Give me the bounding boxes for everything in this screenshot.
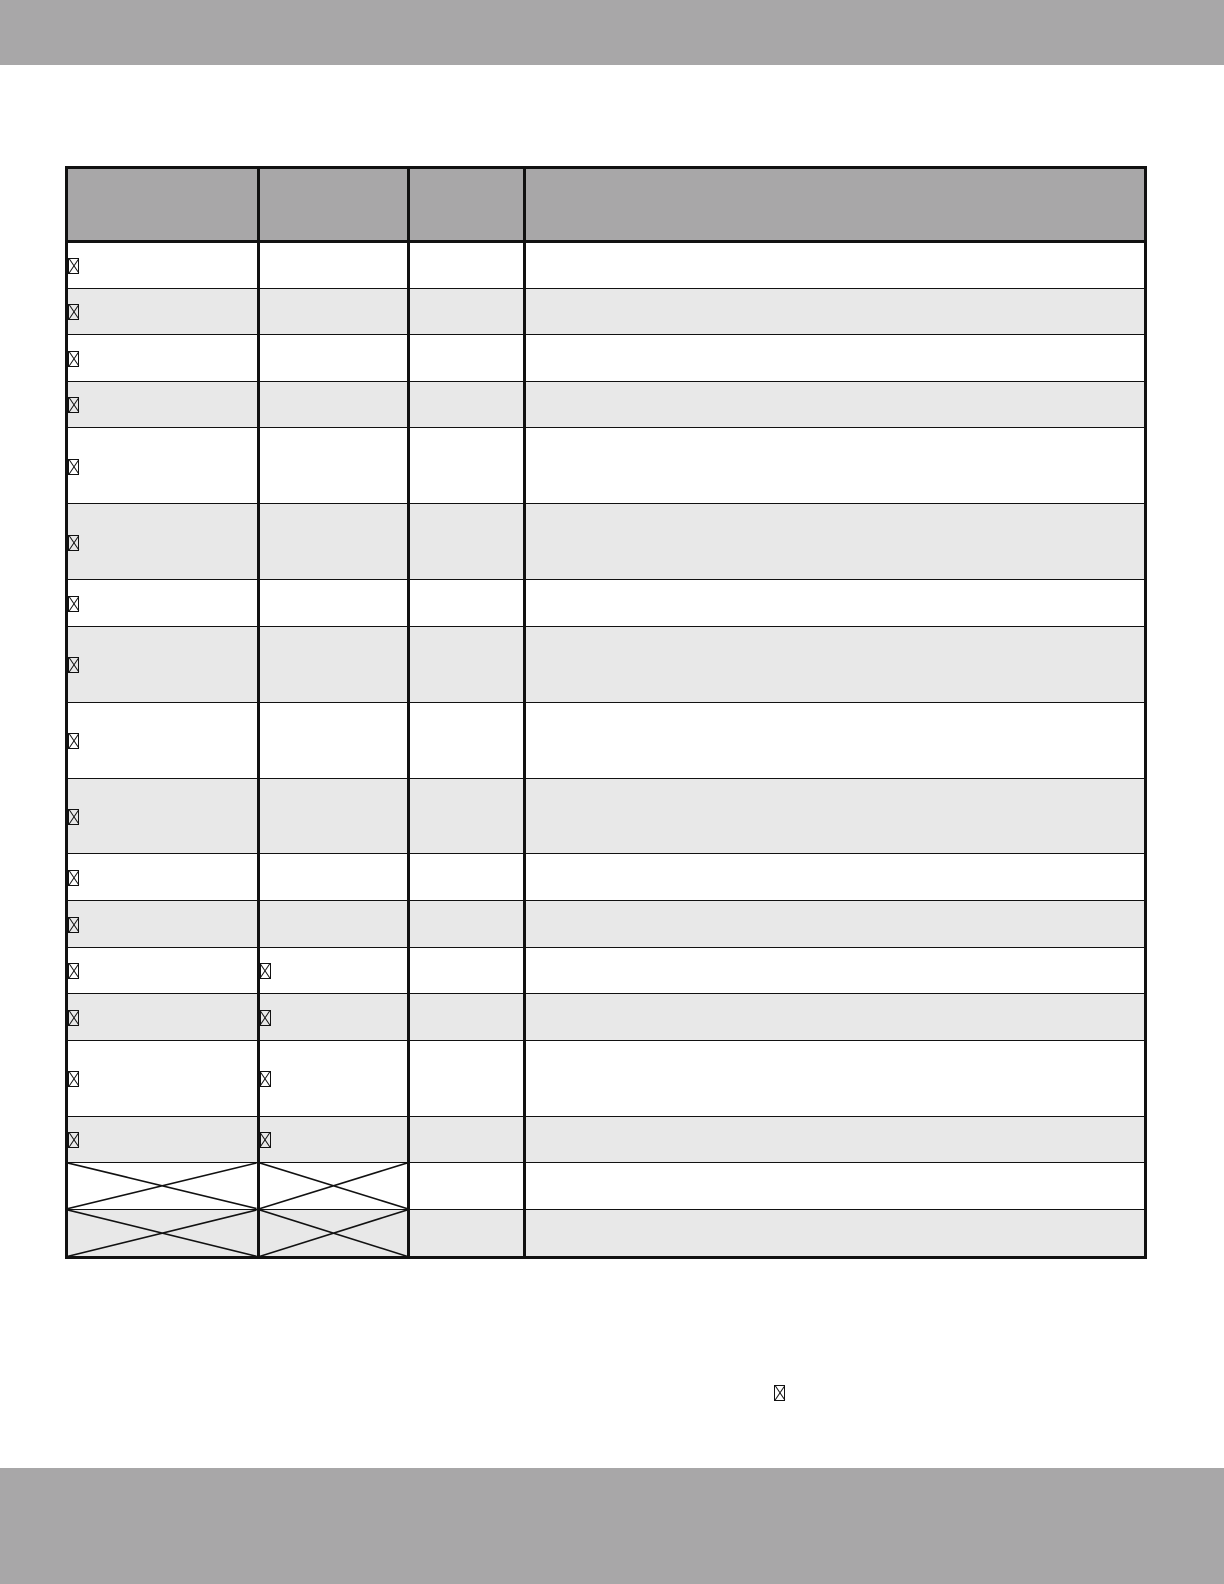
table-cell-2 bbox=[258, 778, 408, 854]
missing-glyph-icon bbox=[68, 304, 79, 320]
table-cell-3 bbox=[408, 580, 524, 627]
table-cell-4 bbox=[524, 504, 1144, 580]
table-cell-3 bbox=[408, 428, 524, 504]
header-cell-2 bbox=[258, 169, 408, 242]
table-grid bbox=[68, 169, 1144, 1256]
table-cell-1 bbox=[68, 381, 258, 428]
missing-glyph-icon bbox=[68, 351, 79, 367]
footer-band bbox=[0, 1468, 1224, 1584]
table-cell-3 bbox=[408, 1209, 524, 1256]
table-cell-1 bbox=[68, 702, 258, 778]
table-cell-1 bbox=[68, 1209, 258, 1256]
table-cell-3 bbox=[408, 335, 524, 382]
table-row bbox=[68, 1116, 1144, 1163]
table-cell-1 bbox=[68, 1163, 258, 1210]
crossed-out-cell-icon bbox=[260, 1163, 407, 1209]
crossed-out-cell-icon bbox=[260, 1210, 407, 1256]
table-cell-1 bbox=[68, 504, 258, 580]
table-cell-3 bbox=[408, 947, 524, 994]
table-cell-4 bbox=[524, 854, 1144, 901]
table-header-row bbox=[68, 169, 1144, 242]
table-cell-2 bbox=[258, 335, 408, 382]
table-cell-4 bbox=[524, 288, 1144, 335]
table-cell-4 bbox=[524, 1116, 1144, 1163]
table-cell-1 bbox=[68, 947, 258, 994]
table-cell-3 bbox=[408, 381, 524, 428]
missing-glyph-icon bbox=[68, 258, 79, 274]
table-row bbox=[68, 1209, 1144, 1256]
missing-glyph-icon bbox=[260, 1132, 271, 1148]
table-cell-2 bbox=[258, 1040, 408, 1116]
table-cell-4 bbox=[524, 994, 1144, 1041]
table-cell-3 bbox=[408, 242, 524, 289]
table-row bbox=[68, 381, 1144, 428]
table-row bbox=[68, 428, 1144, 504]
table-cell-3 bbox=[408, 626, 524, 702]
table-cell-2 bbox=[258, 947, 408, 994]
table-cell-2 bbox=[258, 580, 408, 627]
table-row bbox=[68, 947, 1144, 994]
table-cell-2 bbox=[258, 504, 408, 580]
table-cell-3 bbox=[408, 288, 524, 335]
table-cell-1 bbox=[68, 335, 258, 382]
missing-glyph-icon bbox=[68, 657, 79, 673]
missing-glyph-icon bbox=[68, 963, 79, 979]
table-cell-4 bbox=[524, 1040, 1144, 1116]
missing-glyph-icon bbox=[68, 535, 79, 551]
table-cell-4 bbox=[524, 778, 1144, 854]
table-cell-4 bbox=[524, 428, 1144, 504]
header-band bbox=[0, 0, 1224, 65]
table-row bbox=[68, 778, 1144, 854]
table-cell-2 bbox=[258, 994, 408, 1041]
missing-glyph-icon bbox=[260, 963, 271, 979]
table-cell-1 bbox=[68, 900, 258, 947]
table-cell-1 bbox=[68, 854, 258, 901]
missing-glyph-icon bbox=[68, 733, 79, 749]
table-cell-1 bbox=[68, 778, 258, 854]
table-cell-4 bbox=[524, 381, 1144, 428]
table-cell-2 bbox=[258, 702, 408, 778]
table-cell-4 bbox=[524, 947, 1144, 994]
missing-glyph-icon bbox=[68, 1132, 79, 1148]
table-row bbox=[68, 994, 1144, 1041]
header-cell-4 bbox=[524, 169, 1144, 242]
missing-glyph-icon bbox=[68, 1071, 79, 1087]
missing-glyph-icon bbox=[68, 870, 79, 886]
missing-glyph-icon bbox=[68, 596, 79, 612]
table-row bbox=[68, 626, 1144, 702]
table-cell-2 bbox=[258, 242, 408, 289]
table-cell-4 bbox=[524, 1163, 1144, 1210]
table-cell-2 bbox=[258, 428, 408, 504]
table-row bbox=[68, 702, 1144, 778]
table-row bbox=[68, 288, 1144, 335]
table-cell-1 bbox=[68, 626, 258, 702]
table-cell-3 bbox=[408, 1040, 524, 1116]
table-cell-2 bbox=[258, 626, 408, 702]
table-cell-2 bbox=[258, 1116, 408, 1163]
table-cell-2 bbox=[258, 381, 408, 428]
missing-glyph-icon bbox=[68, 1010, 79, 1026]
header-cell-1 bbox=[68, 169, 258, 242]
missing-glyph-icon bbox=[68, 809, 79, 825]
missing-glyph-icon bbox=[260, 1010, 271, 1026]
table-cell-1 bbox=[68, 288, 258, 335]
table-cell-4 bbox=[524, 1209, 1144, 1256]
table-cell-3 bbox=[408, 854, 524, 901]
table-cell-1 bbox=[68, 580, 258, 627]
table-cell-4 bbox=[524, 580, 1144, 627]
missing-glyph-icon bbox=[774, 1385, 785, 1401]
table-row bbox=[68, 1040, 1144, 1116]
table-cell-4 bbox=[524, 900, 1144, 947]
missing-glyph-icon bbox=[68, 397, 79, 413]
table-cell-4 bbox=[524, 702, 1144, 778]
table-cell-3 bbox=[408, 994, 524, 1041]
crossed-out-cell-icon bbox=[68, 1163, 257, 1209]
table-row bbox=[68, 504, 1144, 580]
table-cell-3 bbox=[408, 702, 524, 778]
table-row bbox=[68, 242, 1144, 289]
table-cell-3 bbox=[408, 1116, 524, 1163]
table-row bbox=[68, 580, 1144, 627]
table-cell-4 bbox=[524, 242, 1144, 289]
table-cell-2 bbox=[258, 900, 408, 947]
table-cell-1 bbox=[68, 994, 258, 1041]
table-cell-3 bbox=[408, 778, 524, 854]
data-table bbox=[65, 166, 1147, 1259]
table-cell-1 bbox=[68, 1116, 258, 1163]
table-row bbox=[68, 335, 1144, 382]
table-cell-1 bbox=[68, 428, 258, 504]
table-row bbox=[68, 854, 1144, 901]
table-cell-3 bbox=[408, 900, 524, 947]
missing-glyph-icon bbox=[260, 1071, 271, 1087]
table-cell-2 bbox=[258, 1163, 408, 1210]
table-cell-3 bbox=[408, 504, 524, 580]
table-cell-2 bbox=[258, 854, 408, 901]
table-row bbox=[68, 1163, 1144, 1210]
table-cell-3 bbox=[408, 1163, 524, 1210]
table-cell-4 bbox=[524, 335, 1144, 382]
table-cell-2 bbox=[258, 1209, 408, 1256]
table-cell-1 bbox=[68, 242, 258, 289]
table-cell-4 bbox=[524, 626, 1144, 702]
header-cell-3 bbox=[408, 169, 524, 242]
table-cell-2 bbox=[258, 288, 408, 335]
missing-glyph-icon bbox=[68, 917, 79, 933]
table-row bbox=[68, 900, 1144, 947]
table-cell-1 bbox=[68, 1040, 258, 1116]
missing-glyph-icon bbox=[68, 459, 79, 475]
crossed-out-cell-icon bbox=[68, 1210, 257, 1256]
